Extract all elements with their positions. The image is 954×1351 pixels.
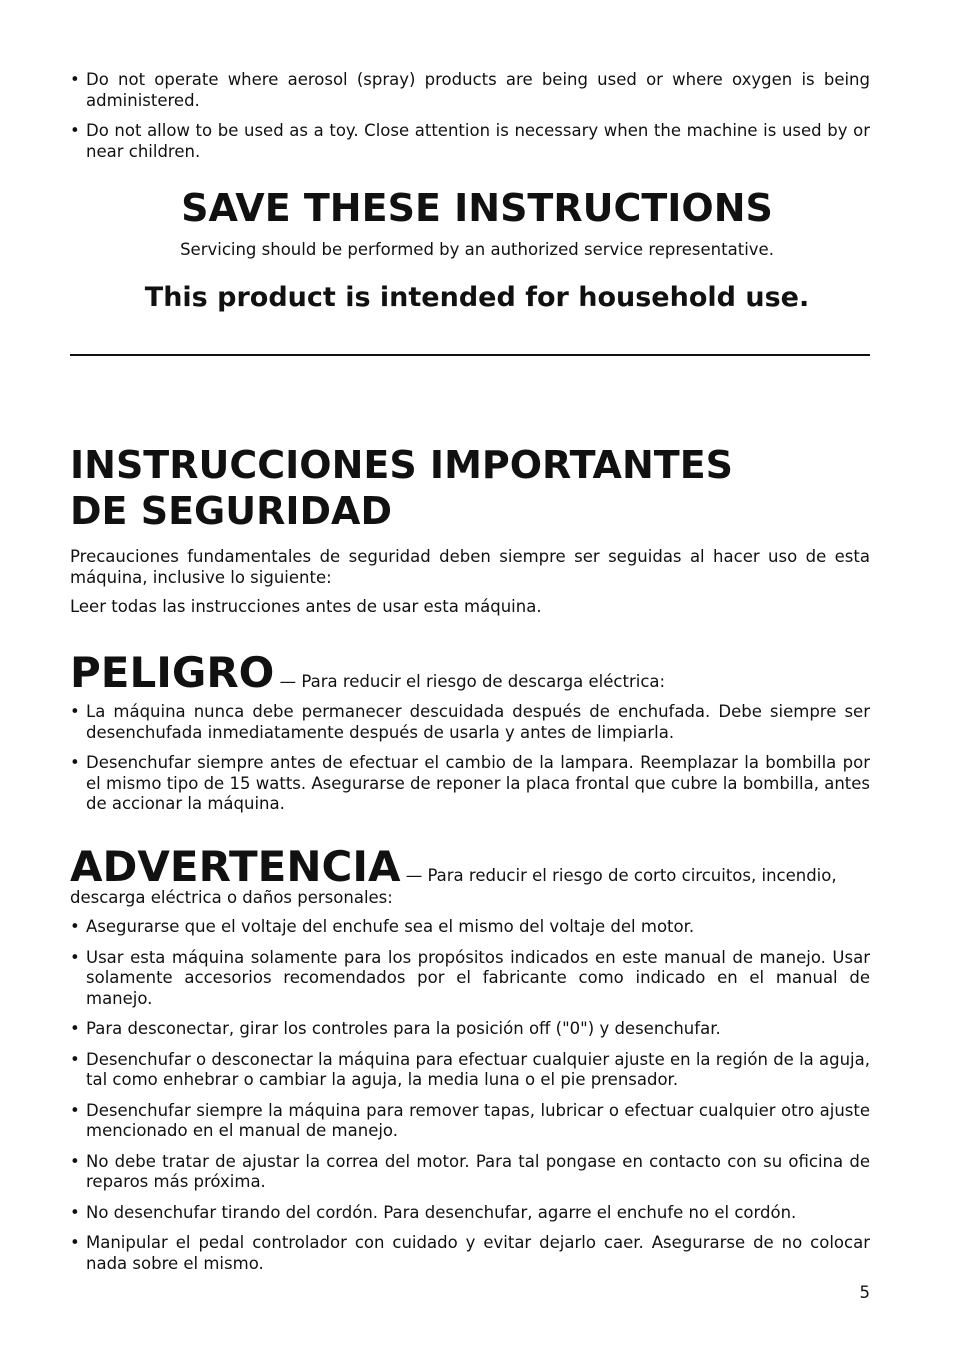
list-item: • La máquina nunca debe permanecer descuidada después de enchufada. Debe siempre ser desenchufada inmediatamente después de usarla y antes de limpiarla. — [70, 702, 870, 743]
read-instructions-paragraph: Leer todas las instrucciones antes de usar esta máquina. — [70, 597, 542, 616]
list-item: • Do not allow to be used as a toy. Close attention is necessary when the machine is used by or near children. — [70, 121, 870, 162]
advertencia-list — [70, 917, 870, 1284]
peligro-list — [70, 702, 870, 825]
list-item: • Para desconectar, girar los controles para la posición off ("0") y desenchufar. — [70, 1019, 870, 1040]
list-item: • Desenchufar siempre la máquina para remover tapas, lubricar o efectuar cualquier otro ajuste mencionado en el manual de manejo. — [70, 1101, 870, 1142]
peligro-subtitle: — Para reducir el riesgo de descarga eléctrica: — [274, 672, 666, 691]
advertencia-heading — [70, 842, 870, 909]
page-number: 5 — [859, 1283, 870, 1302]
list-item: • Desenchufar siempre antes de efectuar el cambio de la lampara. Reemplazar la bombilla por el mismo tipo de 15 watts. Asegurarse de reponer la placa frontal que cubre la bombilla, antes de accionar la máquina. — [70, 753, 870, 815]
peligro-label: PELIGRO — [70, 648, 275, 697]
spanish-safety-heading — [70, 442, 870, 534]
english-safety-list — [70, 70, 870, 172]
section-divider — [70, 354, 870, 356]
list-item: • Usar esta máquina solamente para los propósitos indicados en este manual de manejo. Usar solamente accesorios recomendados por el fabricante como indicado en el manual de manejo. — [70, 948, 870, 1010]
list-item: • Manipular el pedal controlador con cuidado y evitar dejarlo caer. Asegurarse de no colocar nada sobre el mismo. — [70, 1233, 870, 1274]
intro-paragraph: Precauciones fundamentales de seguridad deben siempre ser seguidas al hacer uso de esta máquina, inclusive lo siguiente: — [70, 547, 870, 587]
advertencia-label: ADVERTENCIA — [70, 842, 401, 891]
list-item: • No desenchufar tirando del cordón. Para desenchufar, agarre el enchufe no el cordón. — [70, 1203, 870, 1224]
heading-line-1: INSTRUCCIONES IMPORTANTES — [70, 443, 734, 487]
household-use-note: This product is intended for household use. — [144, 282, 810, 313]
servicing-note: Servicing should be performed by an authorized service representative. — [180, 240, 774, 259]
heading-line-2: DE SEGURIDAD — [70, 489, 392, 533]
list-item: • Do not operate where aerosol (spray) products are being used or where oxygen is being administered. — [70, 70, 870, 111]
list-item: • Desenchufar o desconectar la máquina para efectuar cualquier ajuste en la región de la aguja, tal como enhebrar o cambiar la aguja, la media luna o el pie prensador. — [70, 1050, 870, 1091]
list-item: • No debe tratar de ajustar la correa del motor. Para tal pongase en contacto con su oficina de reparos más próxima. — [70, 1152, 870, 1193]
save-instructions-heading: SAVE THESE INSTRUCTIONS — [181, 186, 773, 230]
list-item: • Asegurarse que el voltaje del enchufe sea el mismo del voltaje del motor. — [70, 917, 870, 938]
peligro-heading — [70, 648, 870, 697]
advertencia-subtitle: — Para reducir el riesgo de corto circuitos, incendio, descarga eléctrica o daños personales: — [70, 866, 837, 907]
